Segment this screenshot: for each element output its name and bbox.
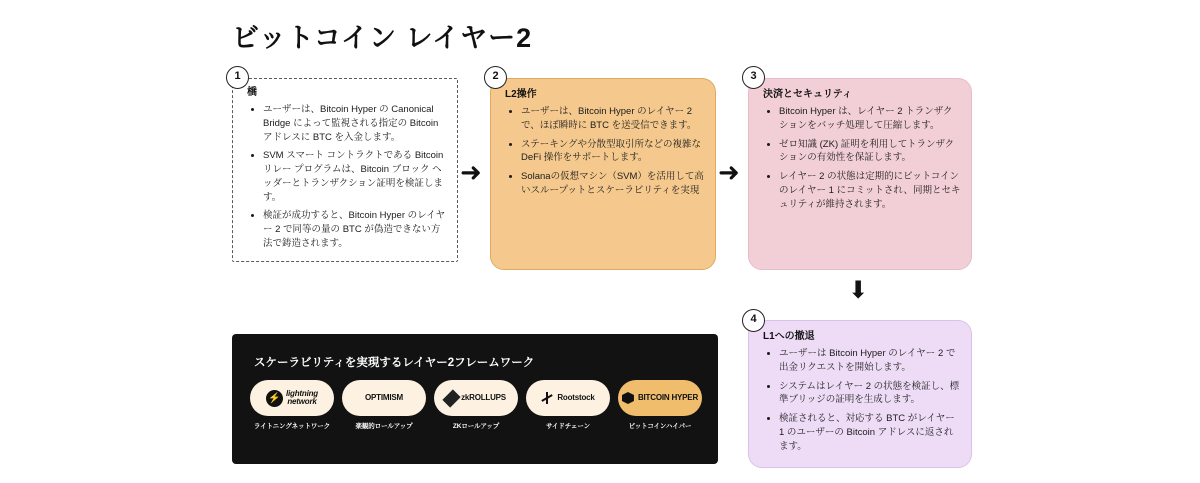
step-heading-1: 橋 [247, 87, 257, 98]
step-number-1: 1 [226, 66, 249, 89]
step-number-2: 2 [484, 66, 507, 89]
logo-pill [526, 380, 610, 416]
logo-pill [618, 380, 702, 416]
step-heading-2: L2操作 [505, 89, 537, 100]
step-box-bridge [232, 78, 458, 262]
logo-pill [250, 380, 334, 416]
list-item: • レイヤー 2 の状態は定期的にビットコインのレイヤー 1 にコミットされ、同期とセキュリティが維持されます。 [779, 170, 961, 211]
list-item: • 検証されると、対応する BTC がレイヤー 1 のユーザーの Bitcoin アドレスに返されます。 [779, 412, 961, 453]
logo-label-line1: lightning [286, 388, 318, 398]
list-item: • ユーザーは、Bitcoin Hyper のレイヤー 2 で、ほぼ瞬時に BTC を送受信できます。 [521, 105, 705, 133]
framework-logo-rootstock [526, 380, 610, 431]
logo-label: OPTIMISM [365, 392, 403, 402]
logo-label [286, 390, 318, 407]
list-item: • Solanaの仮想マシン（SVM）を活用して高いスループットとスケーラビリティを実現 [521, 170, 705, 198]
list-item: • ステーキングや分散型取引所などの複雑な DeFi 操作をサポートします。 [521, 138, 705, 166]
logo-caption: 楽観的ロールアップ [355, 423, 413, 430]
arrow-bridge-to-l2-icon: ➜ [460, 158, 482, 188]
step-list-3 [749, 105, 971, 211]
rootstock-icon [541, 392, 553, 404]
step-heading-4: L1への撤退 [763, 331, 815, 342]
list-item: • ユーザーは、Bitcoin Hyper の Canonical Bridge によって監視される指定の Bitcoin アドレスに BTC を入金します。 [263, 103, 447, 144]
step-list-2 [491, 105, 715, 198]
list-item: • SVM スマート コントラクトである Bitcoin リレー プログラムは、Bitcoin ブロック ヘッダーとトランザクション証明を検証します。 [263, 149, 447, 204]
framework-title: スケーラビリティを実現するレイヤー2フレームワーク [254, 357, 535, 369]
list-item: • ユーザーは Bitcoin Hyper のレイヤー 2 で出金リクエストを開始します。 [779, 347, 961, 375]
bolt-icon: ⚡ [266, 390, 283, 407]
framework-logo-optimism [342, 380, 426, 431]
step-box-l2-operations [490, 78, 716, 270]
step-number-3: 3 [742, 66, 765, 89]
logo-label: BITCOIN HYPER [637, 392, 699, 402]
logo-label: zkROLLUPS [461, 392, 506, 402]
step-list-4 [749, 347, 971, 453]
logo-label: Rootstock [557, 392, 595, 402]
page-title: ビットコイン レイヤー2 [232, 23, 533, 53]
logo-pill [342, 380, 426, 416]
arrow-settlement-to-withdraw-icon: ⬇ [848, 276, 869, 304]
framework-panel [232, 334, 718, 464]
hex-icon [622, 392, 634, 404]
logo-caption: ビットコインハイパー [628, 423, 692, 430]
arrow-l2-to-settlement-icon: ➜ [718, 158, 740, 188]
framework-logo-bitcoin-hyper [618, 380, 702, 431]
step-list-1 [233, 103, 457, 251]
step-number-4: 4 [742, 309, 765, 332]
step-box-settlement-security [748, 78, 972, 270]
framework-logo-lightning [250, 380, 334, 431]
step-heading-3: 決済とセキュリティ [763, 89, 852, 100]
logo-caption: ZKロールアップ [452, 423, 500, 430]
list-item: • システムはレイヤー 2 の状態を検証し、標準ブリッジの証明を生成します。 [779, 380, 961, 408]
framework-logo-zkrollups [434, 380, 518, 431]
step-box-l1-withdrawal [748, 320, 972, 468]
logo-caption: ライトニングネットワーク [253, 423, 331, 430]
list-item: • ゼロ知識 (ZK) 証明を利用してトランザクションの有効性を保証します。 [779, 138, 961, 166]
framework-logo-row [250, 380, 702, 431]
logo-pill [434, 380, 518, 416]
logo-label-line2: network [287, 397, 317, 406]
list-item: • 検証が成功すると、Bitcoin Hyper のレイヤー 2 で同等の量の BTC が偽造できない方法で鋳造されます。 [263, 209, 447, 250]
logo-caption: サイドチェーン [545, 423, 591, 430]
list-item: • Bitcoin Hyper は、レイヤー 2 トランザクションをバッチ処理して圧縮します。 [779, 105, 961, 133]
ethereum-diamond-icon [442, 389, 460, 407]
